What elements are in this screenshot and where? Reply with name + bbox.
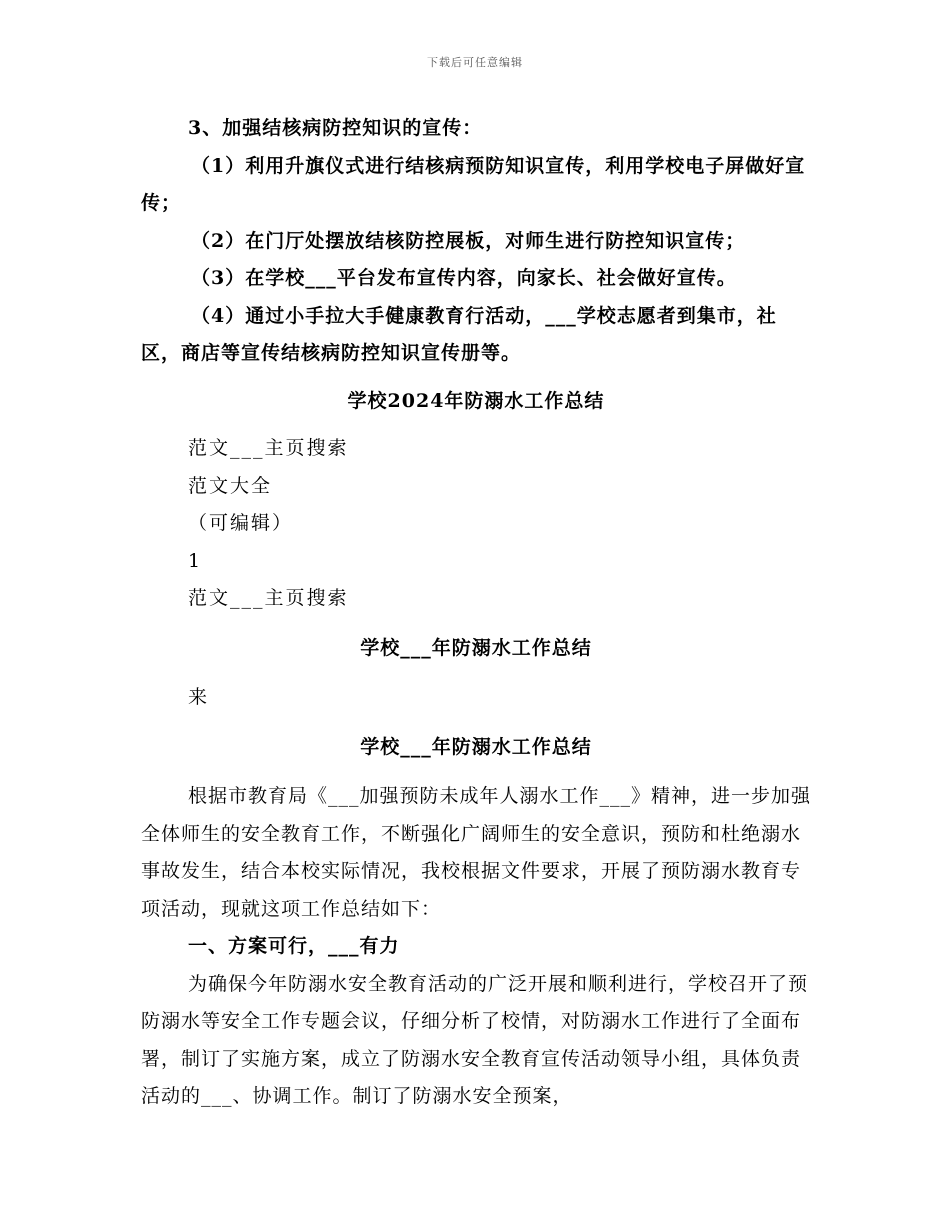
section1-paragraph: 为确保今年防溺水安全教育活动的广泛开展和顺利进行，学校召开了预防溺水等安全工作专题会议，仔细分析了校情，对防溺水工作进行了全面布署，制订了实施方案，成立了防溺水安全教育宣传活动领导小组，具体负责活动的___、协调工作。制订了防溺水安全预案， (141, 972, 809, 1107)
section1-heading: 一、方案可行，___有力 (188, 935, 400, 957)
section3-item-1: （1）利用升旗仪式进行结核病预防知识宣传，利用学校电子屏做好宣传； (141, 154, 806, 214)
doc-title-c: 学校___年防溺水工作总结 (360, 735, 592, 758)
section3-item-4: （4）通过小手拉大手健康教育行活动，___学校志愿者到集市，社区，商店等宣传结核病防控知识宣传册等。 (141, 304, 777, 364)
document-body (141, 110, 811, 1116)
section3-item-3: （3）在学校___平台发布宣传内容，向家长、社会做好宣传。 (191, 267, 737, 289)
doc-title-b: 学校___年防溺水工作总结 (360, 636, 592, 659)
meta-line-4: 1 (188, 549, 203, 572)
meta-line-3: （可编辑） (188, 512, 294, 534)
meta-line-1: 范文___主页搜索 (188, 437, 349, 459)
lai-text: 来 (188, 686, 210, 708)
section3-heading: 3、加强结核病防控知识的宣传： (188, 117, 483, 139)
doc-title: 学校2024年防溺水工作总结 (347, 389, 605, 412)
meta-line-2: 范文大全 (188, 474, 273, 497)
meta-line-5: 范文___主页搜索 (188, 587, 349, 609)
section3-item-2: （2）在门厅处摆放结核防控展板，对师生进行防控知识宣传； (191, 229, 746, 252)
intro-paragraph: 根据市教育局《___加强预防未成年人溺水工作___》精神，进一步加强全体师生的安全教育工作，不断强化广阔师生的安全意识，预防和杜绝溺水事故发生，结合本校实际情况，我校根据文件要求，开展了预防溺水教育专项活动，现就这项工作总结如下： (141, 785, 812, 920)
page-header: 下载后可任意编辑 (427, 56, 523, 69)
